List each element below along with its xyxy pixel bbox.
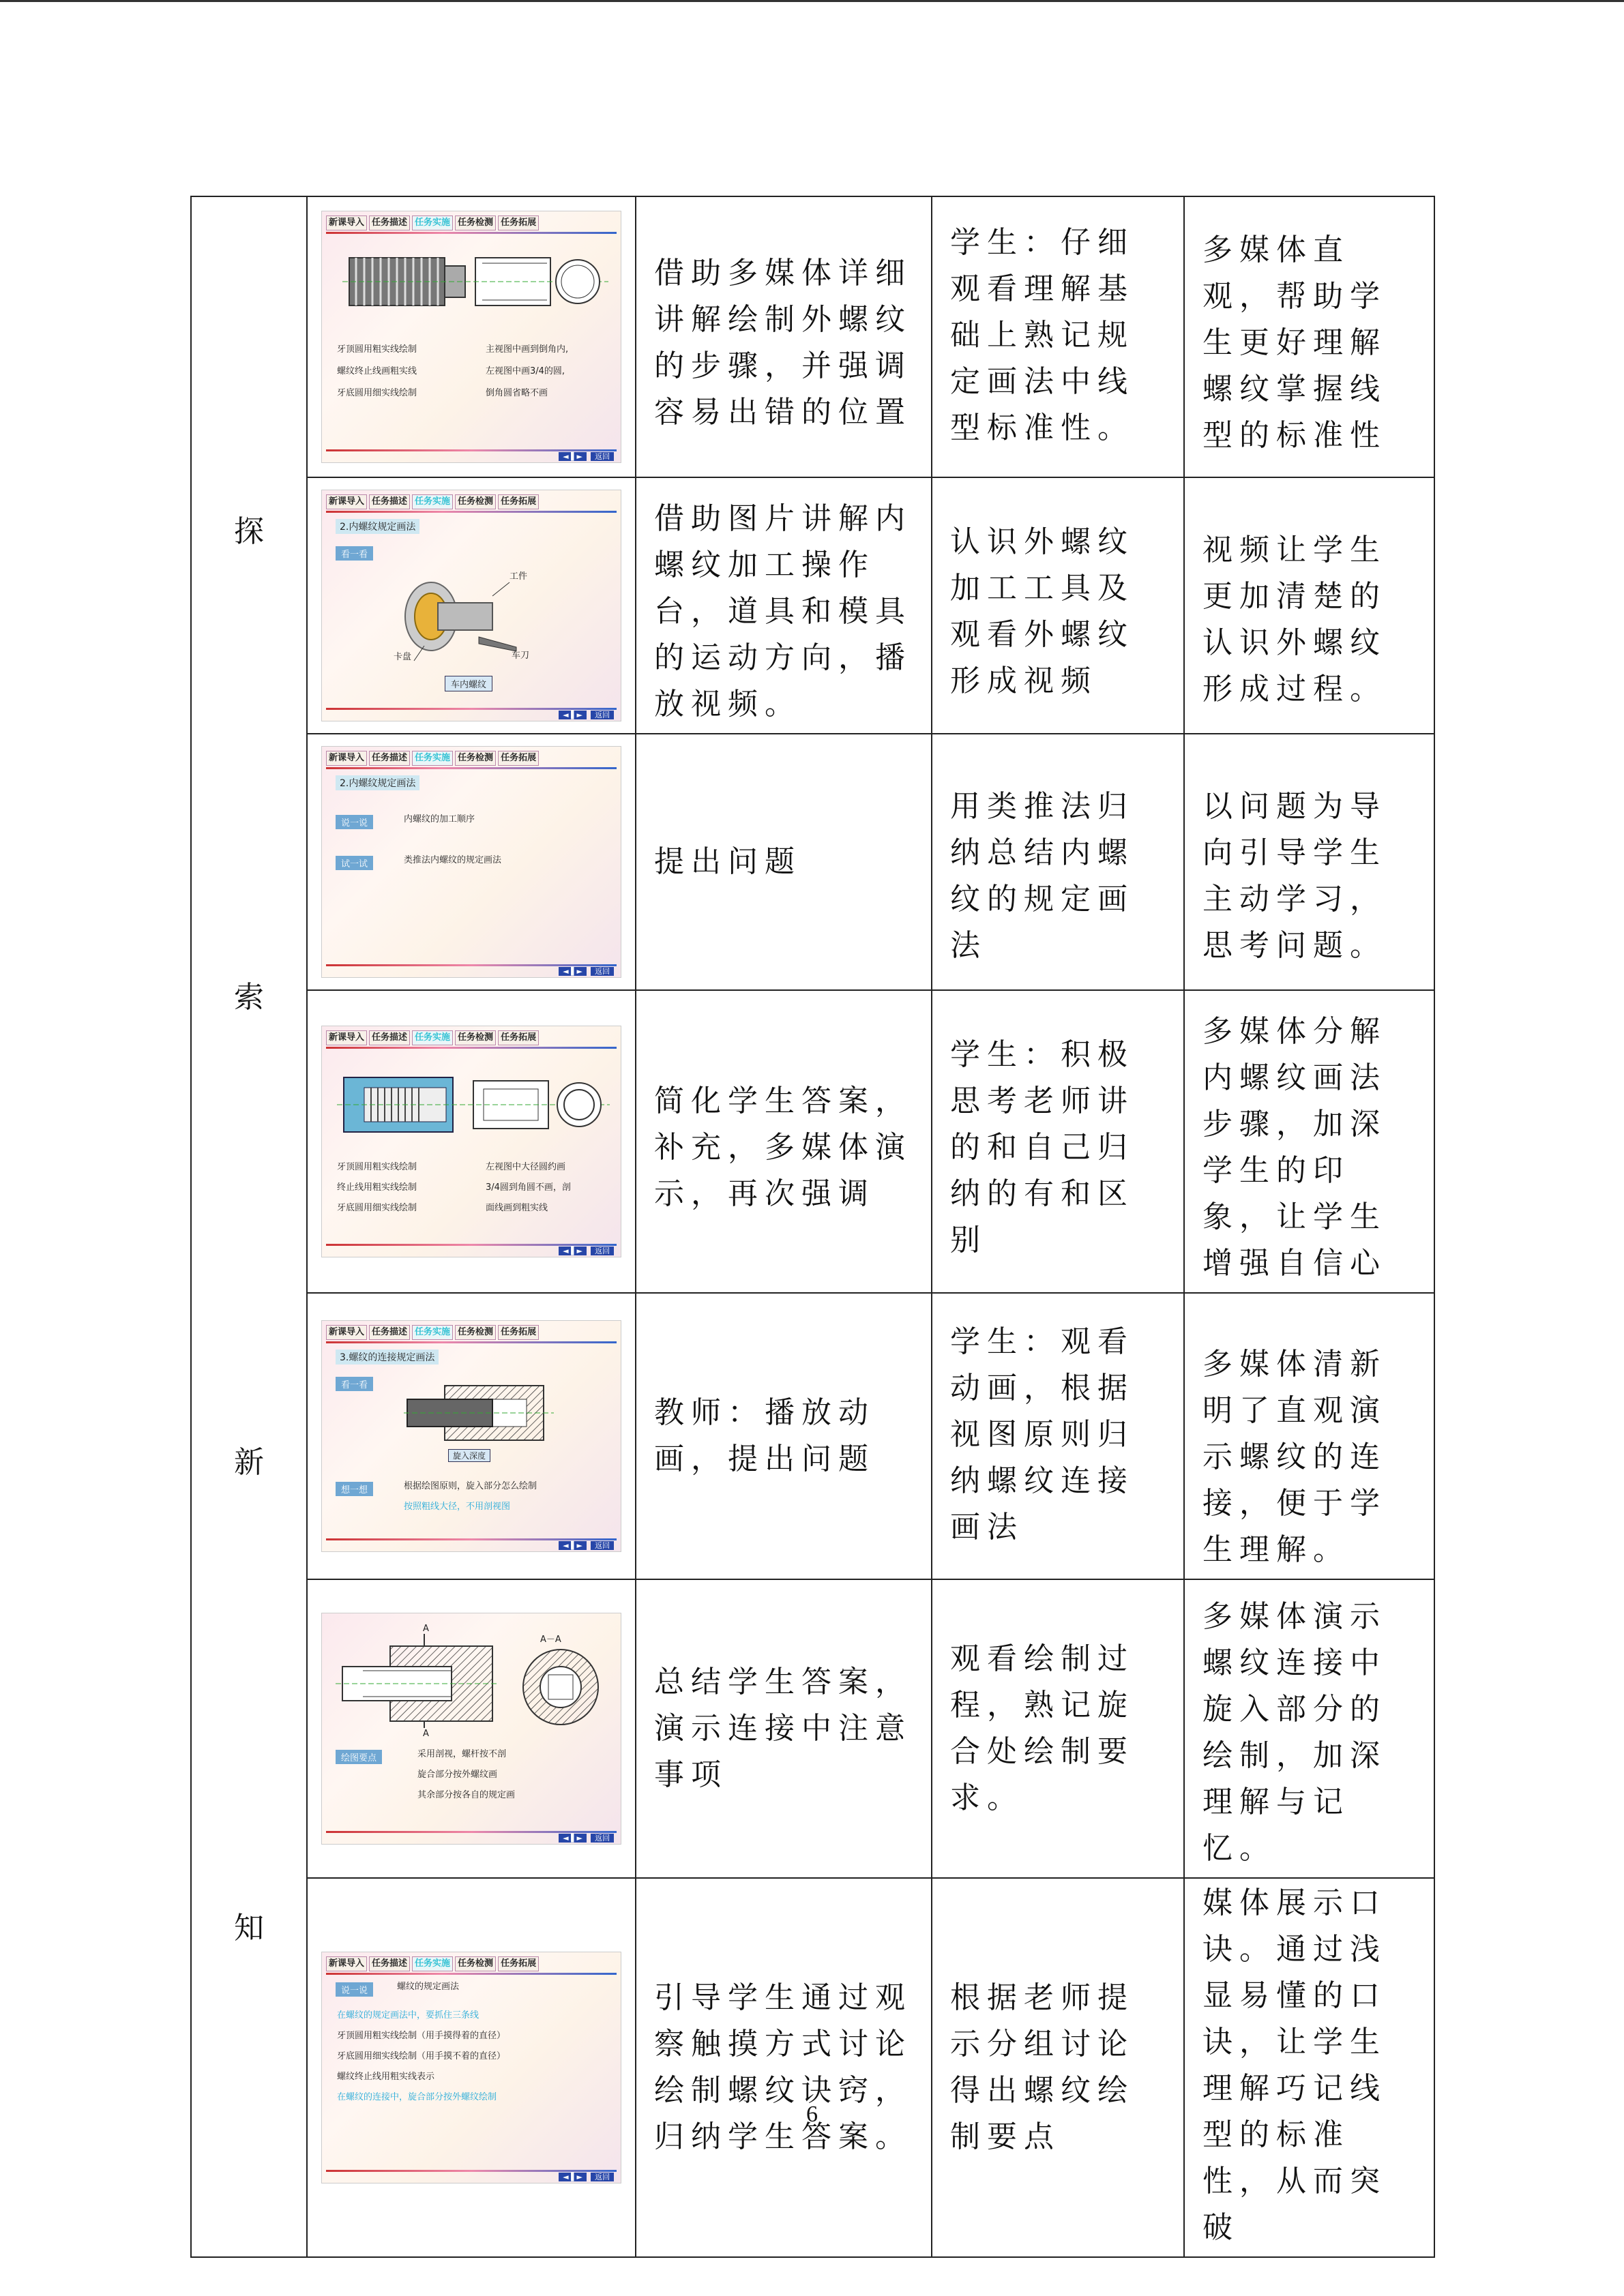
student-activity-cell [932,1293,1184,1579]
depth-label: 旋入深度 [448,1449,490,1462]
nav-tab: 任务实施 [412,1030,453,1045]
nav-tab: 新课导入 [326,494,367,509]
external-thread-drawing [342,244,608,319]
section-title: A－A [540,1635,561,1645]
student-activity: 根据老师提示分组讨论得出螺纹绘制要点 [950,1980,1134,2154]
slide-text: 倒角圆省略不画 [486,388,548,398]
label-chuck: 卡盘 [394,652,412,662]
nav-tab: 任务拓展 [498,751,539,766]
slide-text: 面线画到粗实线 [486,1203,548,1213]
nav-tab: 任务描述 [369,494,410,509]
nav-tab: 任务检测 [455,1956,496,1971]
slide-return-button: 返回 [591,711,614,719]
slide-text: 螺纹终止线用粗实线表示 [337,2072,435,2082]
slide-tag: 说一说 [336,815,373,829]
thread-connection-drawing [404,1382,554,1444]
nav-tab: 任务实施 [412,215,453,230]
slide-text: 根据绘图原则，旋入部分怎么绘制 [404,1481,537,1491]
design-intent: 以问题为导向引导学生主动学习，思考问题。 [1202,789,1387,963]
teacher-activity: 引导学生通过观察触摸方式讨论绘制螺纹诀窍，归纳学生答案。 [654,1980,912,2154]
slide-text: 其余部分按各自的规定画 [417,1790,516,1800]
slide-text: 牙顶圆用粗实线绘制 [337,1162,417,1172]
slide-heading: 2.内螺纹规定画法 [336,519,419,534]
table-row [191,1579,1434,1878]
nav-tab: 新课导入 [326,751,367,766]
slide-text: 牙顶圆用粗实线绘制 [337,344,417,355]
slide-nav-arrows: ◄ ▌► [559,1247,587,1255]
slide-thumbnail [321,211,621,463]
nav-tab: 新课导入 [326,1956,367,1971]
nav-tab: 任务拓展 [498,1325,539,1340]
slide-thumbnail [321,490,621,721]
slide-text: 旋合部分按外螺纹画 [417,1770,498,1780]
slide-text: 终止线用粗实线绘制 [337,1182,417,1193]
design-intent: 媒体展示口诀。通过浅显易懂的口诀，让学生理解巧记线型的标准性，从而突破 [1202,1885,1387,2245]
table-row [191,1878,1434,2257]
student-activity-cell [932,196,1184,477]
stage-char: 探 [234,514,264,550]
slide-text: 采用剖视，螺杆按不剖 [417,1749,507,1759]
teacher-activity-cell [636,477,932,734]
slide-tag: 想一想 [336,1482,373,1496]
slide-cell [307,477,636,734]
table-row [191,477,1434,734]
slide-nav-arrows: ◄ ▌► [559,1541,587,1550]
internal-thread-drawing [337,1067,610,1142]
teacher-activity-cell [636,734,932,990]
slide-tag: 试一试 [336,856,373,870]
slide-thumbnail [321,1952,621,2183]
slide-cell [307,1878,636,2257]
slide-cell [307,1293,636,1579]
slide-return-button: 返回 [591,1541,614,1550]
design-intent: 多媒体分解内螺纹画法步骤，加深学生的印象，让学生增强自信心 [1202,1014,1387,1281]
stage-char: 索 [234,979,264,1015]
slide-cell [307,196,636,477]
slide-text: 按照粗线大径，不用剖视图 [404,1502,511,1512]
slide-tag: 看一看 [336,546,373,561]
slide-cell [307,990,636,1293]
design-intent-cell [1184,477,1434,734]
table-row [191,990,1434,1293]
nav-tab: 任务实施 [412,494,453,509]
slide-text: 牙底圆用细实线绘制 [337,388,417,398]
teacher-activity-cell [636,1878,932,2257]
slide-nav [326,1956,617,1971]
design-intent: 多媒体直观，帮助学生更好理解螺纹掌握线型的标准性 [1202,233,1387,453]
slide-thumbnail [321,1613,621,1845]
slide-return-button: 返回 [591,452,614,461]
teacher-activity-cell [636,1293,932,1579]
slide-text: 在螺纹的连接中，旋合部分按外螺纹绘制 [337,2092,497,2102]
slide-thumbnail [321,1320,621,1552]
student-activity-cell [932,734,1184,990]
nav-tab: 任务实施 [412,751,453,766]
slide-return-button: 返回 [591,967,614,976]
teacher-activity: 提出问题 [654,844,801,879]
slide-nav [326,494,617,509]
slide-return-button: 返回 [591,2173,614,2181]
slide-thumbnail [321,746,621,978]
slide-text: 牙底圆用细实线绘制 [337,1203,417,1213]
nav-tab: 任务检测 [455,494,496,509]
connection-section-drawing [336,1619,608,1742]
play-video-button[interactable]: 车内螺纹 [445,676,492,691]
student-activity-cell [932,477,1184,734]
student-activity-cell [932,1579,1184,1878]
nav-tab: 任务拓展 [498,215,539,230]
nav-tab: 任务检测 [455,751,496,766]
teacher-activity: 总结学生答案，演示连接中注意事项 [654,1665,912,1792]
nav-tab: 任务描述 [369,1956,410,1971]
nav-tab: 任务检测 [455,1030,496,1045]
nav-tab: 任务检测 [455,215,496,230]
nav-tab: 任务描述 [369,215,410,230]
label-cutter: 车刀 [512,651,530,661]
design-intent-cell [1184,734,1434,990]
student-activity: 观看绘制过程，熟记旋合处绘制要求。 [950,1641,1134,1815]
slide-cell [307,734,636,990]
slide-text: 在螺纹的规定画法中，要抓住三条线 [337,2010,479,2021]
nav-tab: 新课导入 [326,1030,367,1045]
lesson-plan-table [190,196,1435,2258]
nav-tab: 任务拓展 [498,494,539,509]
teacher-activity: 借助图片讲解内螺纹加工操作台，道具和模具的运动方向，播放视频。 [654,501,912,721]
nav-tab: 任务实施 [412,1956,453,1971]
slide-text: 类推法内螺纹的规定画法 [404,855,502,865]
slide-nav-arrows: ◄ ▌► [559,711,587,719]
label-workpiece: 工件 [510,571,528,582]
design-intent-cell [1184,990,1434,1293]
slide-text: 牙顶圆用粗实线绘制（用手摸得着的直径） [337,2031,506,2041]
teacher-activity-cell [636,990,932,1293]
design-intent-cell [1184,1878,1434,2257]
slide-tag: 看一看 [336,1377,373,1391]
nav-tab: 任务拓展 [498,1956,539,1971]
design-intent-cell [1184,1293,1434,1579]
slide-tag: 绘图要点 [336,1750,382,1764]
table-row [191,196,1434,477]
slide-nav [326,1325,617,1340]
student-activity: 学生：积极思考老师讲的和自己归纳的有和区别 [950,1037,1134,1257]
slide-text: 螺纹终止线画粗实线 [337,366,417,376]
slide-nav-arrows: ◄ ▌► [559,1834,587,1843]
design-intent-cell [1184,1579,1434,1878]
slide-nav [326,1030,617,1045]
slide-text: 3/4圆到角圆不画，剖 [486,1182,571,1193]
design-intent: 视频让学生更加清楚的认识外螺纹形成过程。 [1202,533,1387,706]
slide-text: 左视图中大径圆约画 [486,1162,566,1172]
stage-char: 知 [234,1910,264,1945]
teacher-activity-cell [636,1579,932,1878]
section-mark: A [423,1624,429,1634]
student-activity: 用类推法归纳总结内螺纹的规定画法 [950,789,1134,963]
slide-tag: 说一说 [336,1982,373,1997]
teacher-activity: 借助多媒体详细讲解绘制外螺纹的步骤，并强调容易出错的位置 [654,256,912,430]
nav-tab: 任务描述 [369,1325,410,1340]
slide-return-button: 返回 [591,1247,614,1255]
teacher-activity: 简化学生答案，补充，多媒体演示，再次强调 [654,1084,912,1211]
student-activity-cell [932,1878,1184,2257]
student-activity: 学生：观看动画，根据视图原则归纳螺纹连接画法 [950,1324,1134,1545]
student-activity: 学生：仔细观看理解基础上熟记规定画法中线型标准性。 [950,225,1134,445]
nav-tab: 任务检测 [455,1325,496,1340]
slide-heading: 3.螺纹的连接规定画法 [336,1350,439,1365]
page-top-border [0,0,1624,2]
table-row [191,1293,1434,1579]
nav-tab: 任务描述 [369,1030,410,1045]
nav-tab: 新课导入 [326,1325,367,1340]
section-mark: A [423,1729,429,1739]
nav-tab: 新课导入 [326,215,367,230]
slide-title: 螺纹的规定画法 [397,1982,460,1992]
student-activity-cell [932,990,1184,1293]
table-row [191,734,1434,990]
slide-nav [326,751,617,766]
nav-tab: 任务拓展 [498,1030,539,1045]
teacher-activity-cell [636,196,932,477]
slide-nav [326,215,617,230]
slide-heading: 2.内螺纹规定画法 [336,775,419,790]
slide-text: 内螺纹的加工顺序 [404,814,475,824]
slide-nav-arrows: ◄ ▌► [559,967,587,976]
page-number: 6 [806,2102,818,2127]
student-activity: 认识外螺纹加工工具及观看外螺纹形成视频 [950,524,1134,698]
stage-cell [191,196,307,2257]
teacher-activity: 教师：播放动画，提出问题 [654,1395,875,1476]
slide-text: 牙底圆用细实线绘制（用手摸不着的直径） [337,2051,506,2061]
design-intent: 多媒体清新明了直观演示螺纹的连接，便于学生理解。 [1202,1347,1387,1567]
slide-cell [307,1579,636,1878]
slide-text: 主视图中画到倒角内, [486,344,569,355]
slide-nav-arrows: ◄ ▌► [559,2173,587,2181]
design-intent-cell [1184,196,1434,477]
slide-nav-arrows: ◄ ▌► [559,452,587,461]
nav-tab: 任务描述 [369,751,410,766]
stage-char: 新 [234,1445,264,1480]
design-intent: 多媒体演示螺纹连接中旋入部分的绘制，加深理解与记忆。 [1202,1599,1387,1866]
slide-thumbnail [321,1026,621,1257]
slide-text: 左视图中画3/4的圆, [486,366,565,376]
nav-tab: 任务实施 [412,1325,453,1340]
slide-return-button: 返回 [591,1834,614,1843]
